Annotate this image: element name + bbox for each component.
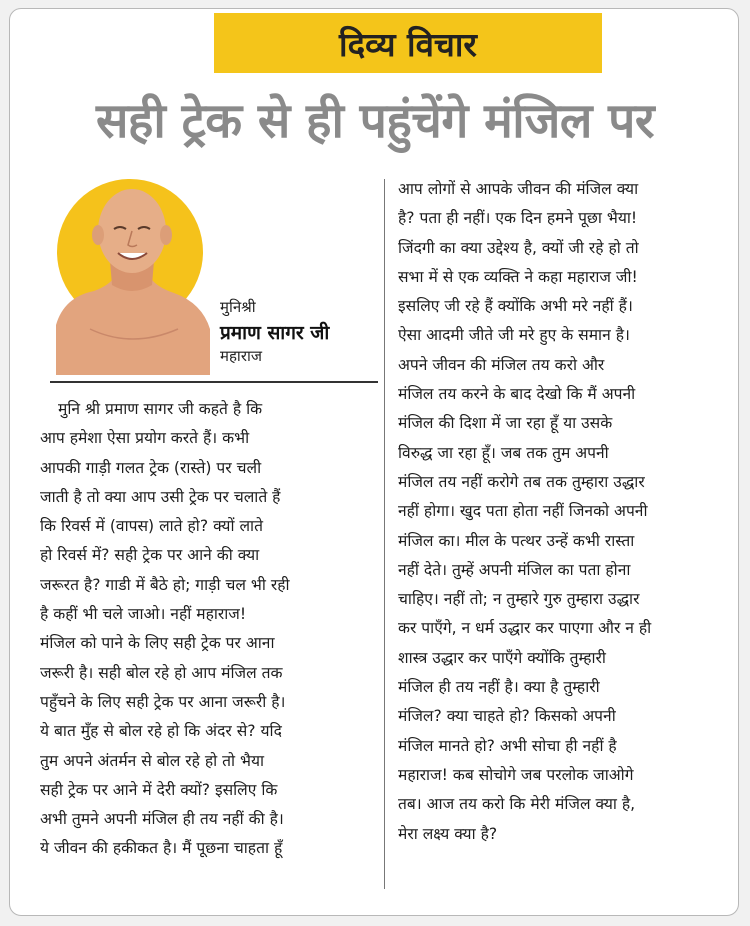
text-line: सभा में से एक व्यक्ति ने कहा महाराज जी! — [398, 267, 638, 286]
text-line: मेरा लक्ष्य क्या है? — [398, 824, 498, 843]
text-line: नहीं देते। तुम्हें अपनी मंजिल का पता होना — [398, 560, 631, 579]
article-card — [9, 8, 739, 916]
author-block — [50, 179, 350, 375]
text-line: तुम अपने अंतर्मन से बोल रहे हो तो भैया — [40, 751, 265, 770]
text-line: मंजिल का। मील के पत्थर उन्हें कभी रास्ता — [398, 531, 635, 550]
author-photo — [50, 179, 220, 375]
text-line: मंजिल को पाने के लिए सही ट्रेक पर आना — [40, 634, 275, 653]
column-divider — [384, 179, 385, 889]
text-line: ऐसा आदमी जीते जी मरे हुए के समान है। — [398, 326, 630, 345]
text-line: इसलिए जी रहे हैं क्योंकि अभी मरे नहीं हैं। — [398, 297, 633, 316]
text-line: मंजिल मानते हो? अभी सोचा ही नहीं है — [398, 736, 617, 755]
author-divider — [50, 381, 378, 383]
text-line: शास्त्र उद्धार कर पाएँगे क्योंकि तुम्हारी — [398, 648, 606, 667]
text-line: मंजिल ही तय नहीं है। क्या है तुम्हारी — [398, 678, 600, 697]
text-line: अभी तुमने अपनी मंजिल ही तय नहीं की है। — [40, 810, 284, 829]
text-line: है कहीं भी चले जाओ। नहीं महाराज! — [40, 605, 247, 624]
text-line: विरुद्ध जा रहा हूँ। जब तक तुम अपनी — [398, 443, 609, 462]
text-line: कि रिवर्स में (वापस) लाते हो? क्यों लाते — [40, 517, 263, 536]
text-line: सही ट्रेक पर आने में देरी क्यों? इसलिए कि — [40, 780, 278, 799]
text-line: मंजिल तय नहीं करोगे तब तक तुम्हारा उद्धार — [398, 472, 645, 491]
right-column — [398, 175, 728, 849]
text-line: अपने जीवन की मंजिल तय करो और — [398, 355, 605, 374]
author-title: महाराज — [220, 347, 262, 365]
text-line: पहुँचने के लिए सही ट्रेक पर आना जरूरी है। — [40, 692, 286, 711]
text-line: ये जीवन की हकीकत है। मैं पूछना चाहता हूँ — [40, 839, 283, 858]
section-tag-label: दिव्य विचार — [339, 24, 477, 64]
section-tag — [214, 13, 602, 73]
author-name: प्रमाण सागर जी — [220, 322, 330, 344]
text-line: आप हमेशा ऐसा प्रयोग करते हैं। कभी — [40, 429, 250, 448]
text-line: तब। आज तय करो कि मेरी मंजिल क्या है, — [398, 795, 636, 814]
text-line: जाती है तो क्या आप उसी ट्रेक पर चलाते हैं — [40, 487, 281, 506]
text-line: है? पता ही नहीं। एक दिन हमने पूछा भैया! — [398, 209, 638, 228]
text-line: महाराज! कब सोचोगे जब परलोक जाओगे — [398, 765, 634, 784]
author-prefix: मुनिश्री — [220, 298, 256, 316]
text-line: कर पाएँगे, न धर्म उद्धार कर पाएगा और न ही — [398, 619, 652, 638]
text-line: हो रिवर्स में? सही ट्रेक पर आने की क्या — [40, 546, 260, 565]
left-column — [40, 395, 378, 864]
text-line: मंजिल तय करने के बाद देखो कि मैं अपनी — [398, 385, 636, 404]
text-line: जरूरत है? गाडी में बैठे हो; गाड़ी चल भी रही — [40, 575, 290, 594]
text-line: मुनि श्री प्रमाण सागर जी कहते है कि — [58, 400, 263, 418]
text-line: जरूरी है। सही बोल रहे हो आप मंजिल तक — [40, 663, 283, 682]
text-line: जिंदगी का क्या उद्देश्य है, क्यों जी रहे हो तो — [398, 238, 639, 257]
headline: सही ट्रेक से ही पहुंचेंगे मंजिल पर — [95, 93, 654, 149]
text-line: मंजिल की दिशा में जा रहा हूँ या उसके — [398, 414, 613, 433]
text-line: नहीं होगा। खुद पता होता नहीं जिनको अपनी — [398, 502, 648, 521]
text-line: चाहिए। नहीं तो; न तुम्हारे गुरु तुम्हारा उद्धार — [398, 590, 640, 609]
text-line: आप लोगों से आपके जीवन की मंजिल क्या — [398, 180, 639, 198]
text-line: ये बात मुँह से बोल रहे हो कि अंदर से? यदि — [40, 722, 282, 741]
text-line: आपकी गाड़ी गलत ट्रेक (रास्ते) पर चली — [40, 458, 262, 477]
text-line: मंजिल? क्या चाहते हो? किसको अपनी — [398, 707, 616, 726]
